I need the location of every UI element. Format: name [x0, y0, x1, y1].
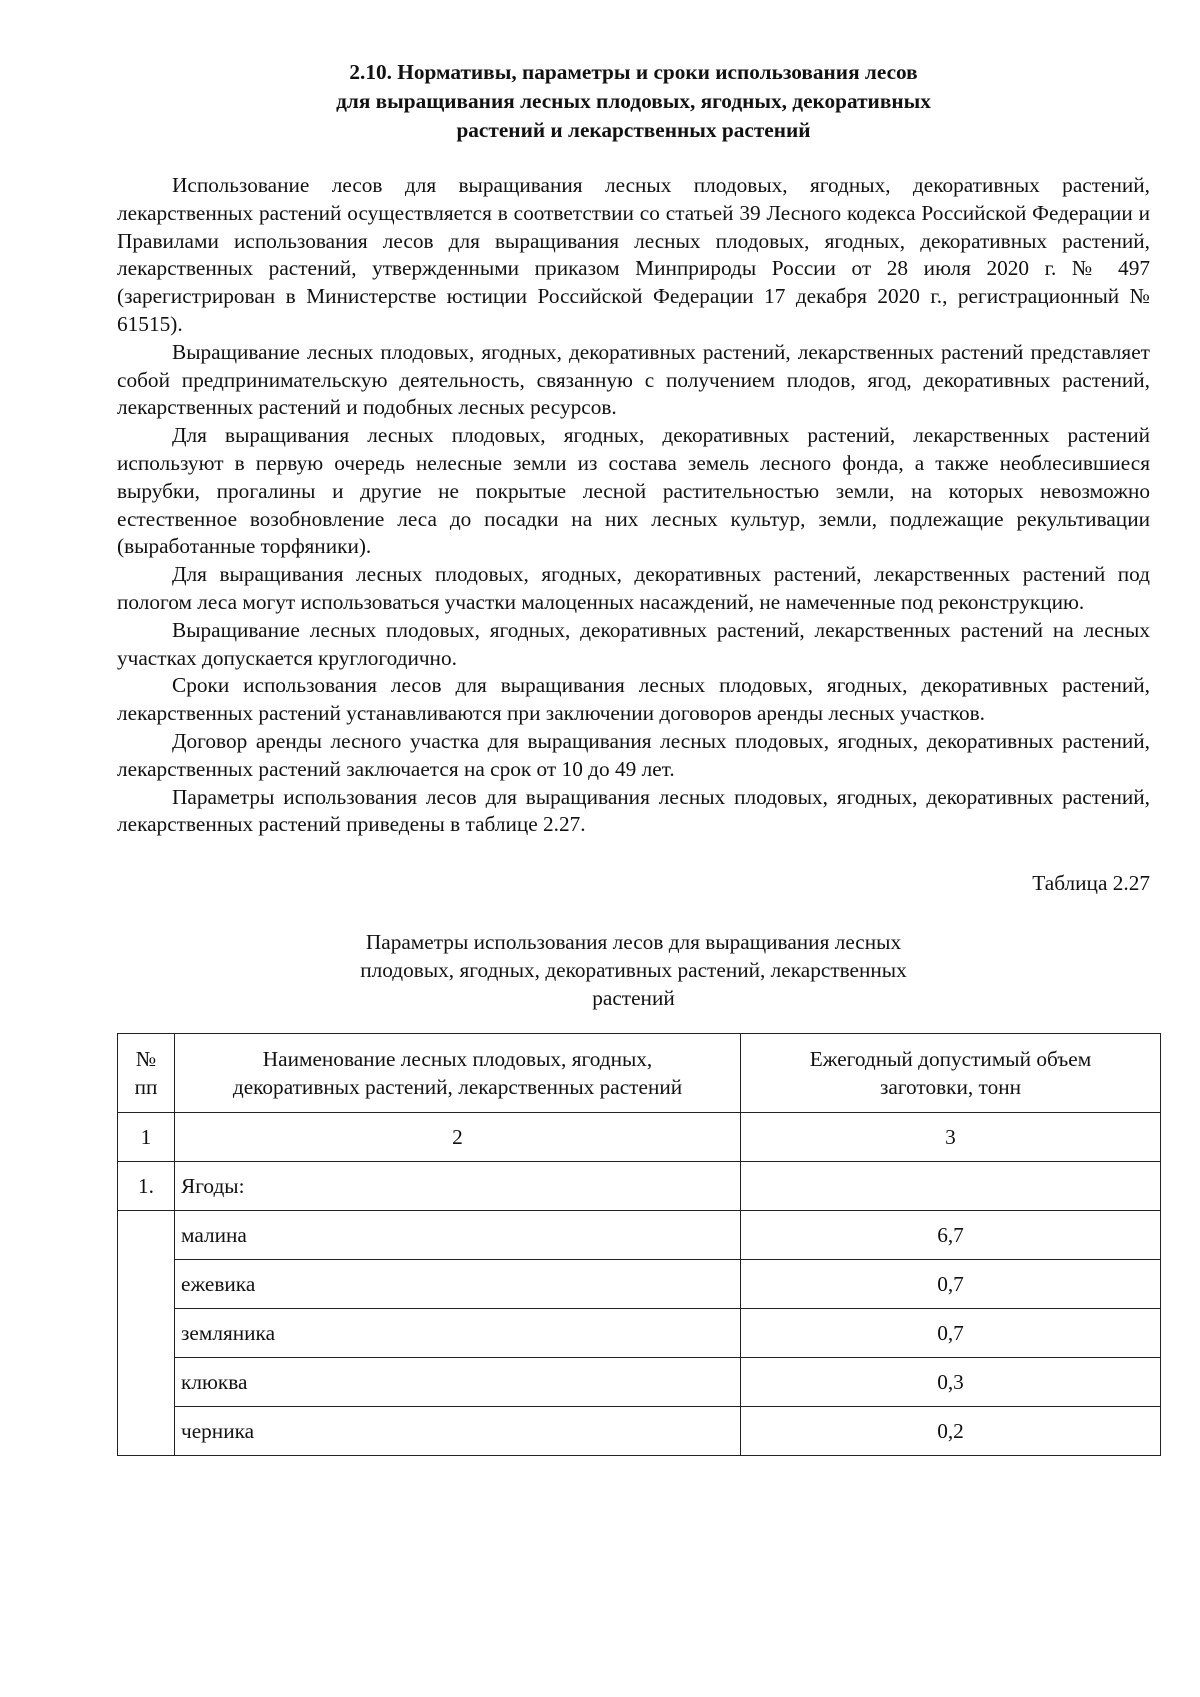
- value-cell: [741, 1162, 1161, 1211]
- column-number-cell: 2: [175, 1113, 741, 1162]
- paragraph: Выращивание лесных плодовых, ягодных, декоративных растений, лекарственных растений представляет собой предпринимательскую деятельность, связанную с получением плодов, ягод, декоративных растений, лекарственных растений и подобных лесных ресурсов.: [117, 339, 1150, 420]
- table-row: [118, 1358, 1161, 1407]
- paragraph: Параметры использования лесов для выращивания лесных плодовых, ягодных, декоративных растений, лекарственных растений приведены в таблице 2.27.: [117, 784, 1150, 837]
- value-cell: 0,7: [741, 1309, 1161, 1358]
- value-cell: 0,7: [741, 1260, 1161, 1309]
- table-title-line: растений: [592, 986, 675, 1011]
- table-row: [118, 1309, 1161, 1358]
- value-cell: 0,2: [741, 1407, 1161, 1456]
- header-text: Наименование лесных плодовых, ягодных,: [262, 1047, 653, 1072]
- table-header-row: [118, 1034, 1161, 1113]
- group-name-cell: Ягоды:: [175, 1162, 741, 1211]
- header-cell-name: [175, 1034, 741, 1113]
- group-number-cell: 1.: [118, 1162, 175, 1211]
- value-cell: 6,7: [741, 1211, 1161, 1260]
- number-cell-empty: [118, 1211, 175, 1456]
- heading-line: растений и лекарственных растений: [456, 118, 811, 142]
- item-name-cell: клюква: [175, 1358, 741, 1407]
- table-row: [118, 1260, 1161, 1309]
- paragraph: Сроки использования лесов для выращивания лесных плодовых, ягодных, декоративных растений, лекарственных растений устанавливаются при заключении договоров аренды лесных участков.: [117, 673, 1150, 726]
- paragraph: Для выращивания лесных плодовых, ягодных, декоративных растений, лекарственных растений используют в первую очередь нелесные земли из состава земель лесного фонда, а также необлесившиеся вырубки, прогалины и другие не покрытые лесной растительностью земли, на которых невозможно естественное возобновление леса до посадки на них лесных культур, земли, подлежащие рекультивации (выработанные торфяники).: [117, 423, 1150, 559]
- column-number-cell: 1: [118, 1113, 175, 1162]
- table-label: Таблица 2.27: [1032, 871, 1150, 896]
- paragraph: Для выращивания лесных плодовых, ягодных, декоративных растений, лекарственных растений под пологом леса могут использоваться участки малоценных насаждений, не намеченные под реконструкцию.: [117, 562, 1150, 614]
- table-row: [118, 1211, 1161, 1260]
- table-title-line: Параметры использования лесов для выращивания лесных: [365, 930, 902, 955]
- item-name-cell: земляника: [175, 1309, 741, 1358]
- header-text: декоративных растений, лекарственных растений: [232, 1075, 683, 1100]
- table-title-line: плодовых, ягодных, декоративных растений, лекарственных: [360, 958, 907, 983]
- heading-line: 2.10. Нормативы, параметры и сроки использования лесов: [349, 60, 918, 84]
- header-cell-volume: [741, 1034, 1161, 1113]
- header-text: №: [135, 1047, 157, 1072]
- item-name-cell: ежевика: [175, 1260, 741, 1309]
- header-text: пп: [134, 1075, 158, 1100]
- table-row: [118, 1407, 1161, 1456]
- column-number-cell: 3: [741, 1113, 1161, 1162]
- column-number-row: [118, 1113, 1161, 1162]
- heading-line: для выращивания лесных плодовых, ягодных, декоративных: [336, 89, 931, 113]
- paragraph: Договор аренды лесного участка для выращивания лесных плодовых, ягодных, декоративных растений, лекарственных растений заключается на срок от 10 до 49 лет.: [117, 728, 1150, 781]
- header-cell-number: [118, 1034, 175, 1113]
- body-text: [117, 172, 1150, 839]
- header-text: заготовки, тонн: [879, 1075, 1022, 1100]
- section-heading: [117, 58, 1150, 145]
- paragraph: Использование лесов для выращивания лесных плодовых, ягодных, декоративных растений, лекарственных растений осуществляется в соответствии со статьей 39 Лесного кодекса Российской Федерации и Правилами использования лесов для выращивания лесных плодовых, ягодных, декоративных растений, лекарственных растений, утвержденными приказом Минприроды России от 28 июля 2020 г. № 497 (зарегистрирован в Министерстве юстиции Российской Федерации 17 декабря 2020 г., регистрационный № 61515).: [117, 173, 1150, 336]
- header-text: Ежегодный допустимый объем: [809, 1047, 1092, 1072]
- parameters-table: [117, 1033, 1161, 1456]
- table-title: [117, 928, 1150, 1012]
- paragraph: Выращивание лесных плодовых, ягодных, декоративных растений, лекарственных растений на лесных участках допускается круглогодично.: [117, 617, 1150, 670]
- item-name-cell: черника: [175, 1407, 741, 1456]
- value-cell: 0,3: [741, 1358, 1161, 1407]
- item-name-cell: малина: [175, 1211, 741, 1260]
- table-row: [118, 1162, 1161, 1211]
